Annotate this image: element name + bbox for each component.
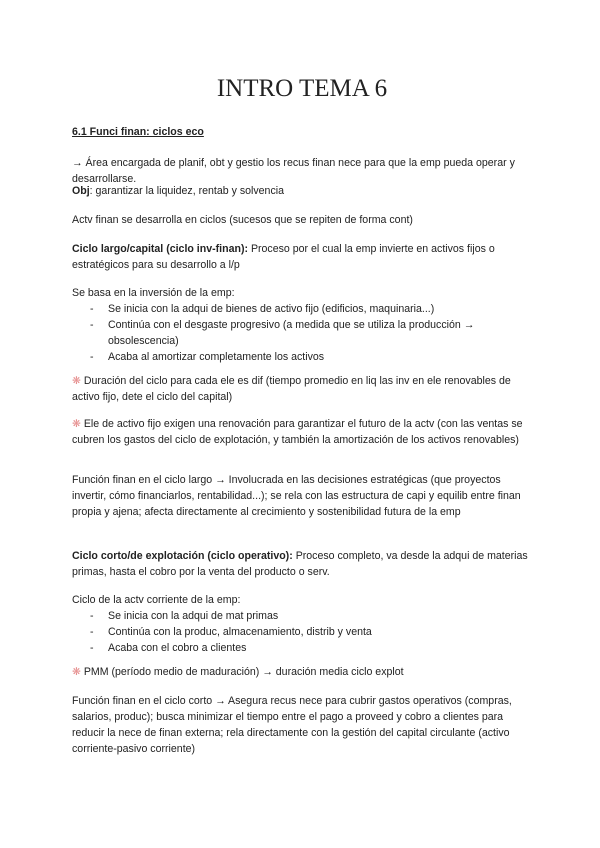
- objective-line: [72, 183, 532, 199]
- long-cycle-basis-intro: Se basa en la inversión de la emp:: [72, 287, 235, 299]
- short-cycle-list: [72, 608, 532, 656]
- short-cycle-basis-intro: Ciclo de la actv corriente de la emp:: [72, 594, 241, 606]
- flower-bullet-icon: ❋: [72, 666, 81, 678]
- long-cycle-note-duration: ❋ Duración del ciclo para cada ele es dif (tiempo promedio en liq las inv en ele renovables de activo fijo, dete el ciclo del capital): [72, 375, 511, 403]
- long-cycle-text: Proceso por el cual la emp invierte en activos fijos o estratégicos para su desarrollo a l/p: [72, 243, 495, 271]
- pmm-note: ❋ PMM (período medio de maduración) → duración media ciclo explot: [72, 666, 404, 678]
- list-item: - Se inicia con la adqui de mat primas: [72, 608, 532, 624]
- short-cycle-definition: [72, 548, 532, 580]
- long-cycle-function: Función finan en el ciclo largo → Involucrada en las decisiones estratégicas (que proyectos invertir, cómo financiarlos, rentabilidad...); se rela con las estructura de capi y equilib entre finan propia y ajena; afecta directamente al crecimiento y sostenibilidad futura de la emp: [72, 474, 521, 518]
- long-cycle-note-renewal: ❋ Ele de activo fijo exigen una renovación para garantizar el futuro de la actv (con las ventas se cubren los gastos del ciclo de explotación, y también la amortización de los activos renovables): [72, 418, 523, 446]
- long-cycle-definition: [72, 241, 532, 273]
- flower-bullet-icon: ❋: [72, 375, 81, 387]
- flower-bullet-icon: ❋: [72, 418, 81, 430]
- long-cycle-label: Ciclo largo/capital (ciclo inv-finan):: [72, 243, 248, 255]
- list-item: - Continúa con la produc, almacenamiento, distrib y venta: [72, 624, 532, 640]
- list-item: - Acaba al amortizar completamente los activos: [72, 349, 532, 365]
- cycles-intro: Actv finan se desarrolla en ciclos (sucesos que se repiten de forma cont): [72, 214, 413, 226]
- objective-text: : garantizar la liquidez, rentab y solvencia: [89, 185, 284, 197]
- short-cycle-label: Ciclo corto/de explotación (ciclo operativo):: [72, 550, 293, 562]
- objective-label: Obj: [72, 185, 90, 197]
- long-cycle-list: [72, 301, 532, 365]
- short-cycle-basis: [72, 592, 532, 656]
- list-item: - Acaba con el cobro a clientes: [72, 640, 532, 656]
- list-item: - Se inicia con la adqui de bienes de activo fijo (edificios, maquinaria...): [72, 301, 532, 317]
- intro-definition: → Área encargada de planif, obt y gestio los recus finan nece para que la emp pueda operar y desarrollarse.: [72, 157, 515, 185]
- long-cycle-basis: [72, 285, 532, 365]
- short-cycle-function: Función finan en el ciclo corto → Asegura recus nece para cubrir gastos operativos (compras, salarios, produc); busca minimizar el tiempo entre el pago a proveed y cobro a clientes para reducir la nece de finan externa; rela directamente con la gestión del capital circulante (activo corriente-pasivo corriente): [72, 695, 512, 755]
- page-title: INTRO TEMA 6: [216, 75, 388, 102]
- short-cycle-text: Proceso completo, va desde la adqui de materias primas, hasta el cobro por la venta del producto o serv.: [72, 550, 528, 578]
- list-item: - Continúa con el desgaste progresivo (a medida que se utiliza la producción → obsolescencia): [72, 317, 532, 349]
- section-heading: 6.1 Funci finan: ciclos eco: [72, 126, 204, 138]
